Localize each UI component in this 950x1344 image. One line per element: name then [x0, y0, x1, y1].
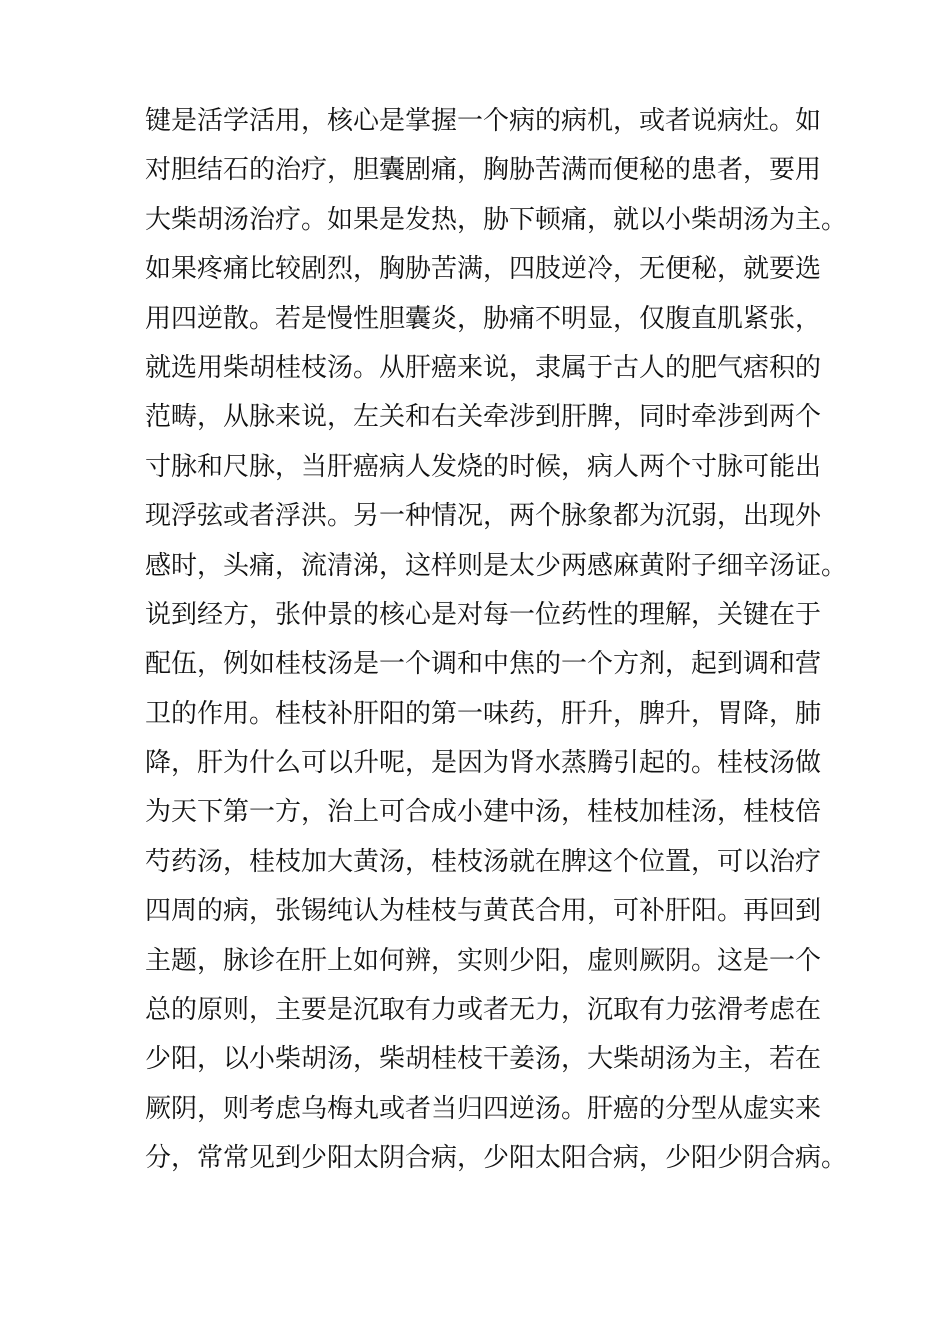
body-text [145, 97, 848, 1184]
text-line-13: 卫的作用。桂枝补肝阳的第一味药，肝升，脾升，胃降，肺 [145, 698, 822, 729]
text-line-9: 现浮弦或者浮洪。另一种情况，两个脉象都为沉弱，出现外 [145, 501, 822, 532]
text-line-14: 降，肝为什么可以升呢，是因为肾水蒸腾引起的。桂枝汤做 [145, 748, 822, 779]
text-line-10: 感时，头痛，流清涕，这样则是太少两感麻黄附子细辛汤证。 [145, 550, 848, 581]
text-line-17: 四周的病，张锡纯认为桂枝与黄芪合用，可补肝阳。再回到 [145, 896, 822, 927]
text-line-12: 配伍，例如桂枝汤是一个调和中焦的一个方剂，起到调和营 [145, 649, 822, 680]
text-line-2: 对胆结石的治疗，胆囊剧痛，胸胁苦满而便秘的患者，要用 [145, 155, 822, 186]
text-line-4: 如果疼痛比较剧烈，胸胁苦满，四肢逆冷，无便秘，就要选 [145, 254, 822, 285]
text-line-15: 为天下第一方，治上可合成小建中汤，桂枝加桂汤，桂枝倍 [145, 797, 822, 828]
text-line-20: 少阳，以小柴胡汤，柴胡桂枝干姜汤，大柴胡汤为主，若在 [145, 1044, 822, 1075]
text-line-1: 键是活学活用，核心是掌握一个病的病机，或者说病灶。如 [145, 106, 822, 136]
text-line-19: 总的原则，主要是沉取有力或者无力，沉取有力弦滑考虑在 [145, 995, 822, 1026]
text-line-8: 寸脉和尺脉，当肝癌病人发烧的时候，病人两个寸脉可能出 [145, 451, 822, 482]
text-line-5: 用四逆散。若是慢性胆囊炎，胁痛不明显，仅腹直肌紧张， [145, 303, 822, 334]
text-line-6: 就选用柴胡桂枝汤。从肝癌来说，隶属于古人的肥气痞积的 [145, 352, 822, 383]
text-line-7: 范畴，从脉来说，左关和右关牵涉到肝脾，同时牵涉到两个 [145, 402, 822, 433]
text-line-11: 说到经方，张仲景的核心是对每一位药性的理解，关键在于 [145, 599, 822, 630]
text-line-22: 分，常常见到少阳太阴合病，少阳太阳合病，少阳少阴合病。 [145, 1143, 848, 1174]
text-line-3: 大柴胡汤治疗。如果是发热，胁下顿痛，就以小柴胡汤为主。 [145, 204, 848, 235]
text-line-21: 厥阴，则考虑乌梅丸或者当归四逆汤。肝癌的分型从虚实来 [145, 1093, 822, 1124]
text-line-16: 芍药汤，桂枝加大黄汤，桂枝汤就在脾这个位置，可以治疗 [145, 846, 822, 877]
text-line-18: 主题，脉诊在肝上如何辨，实则少阳，虚则厥阴。这是一个 [145, 945, 822, 976]
